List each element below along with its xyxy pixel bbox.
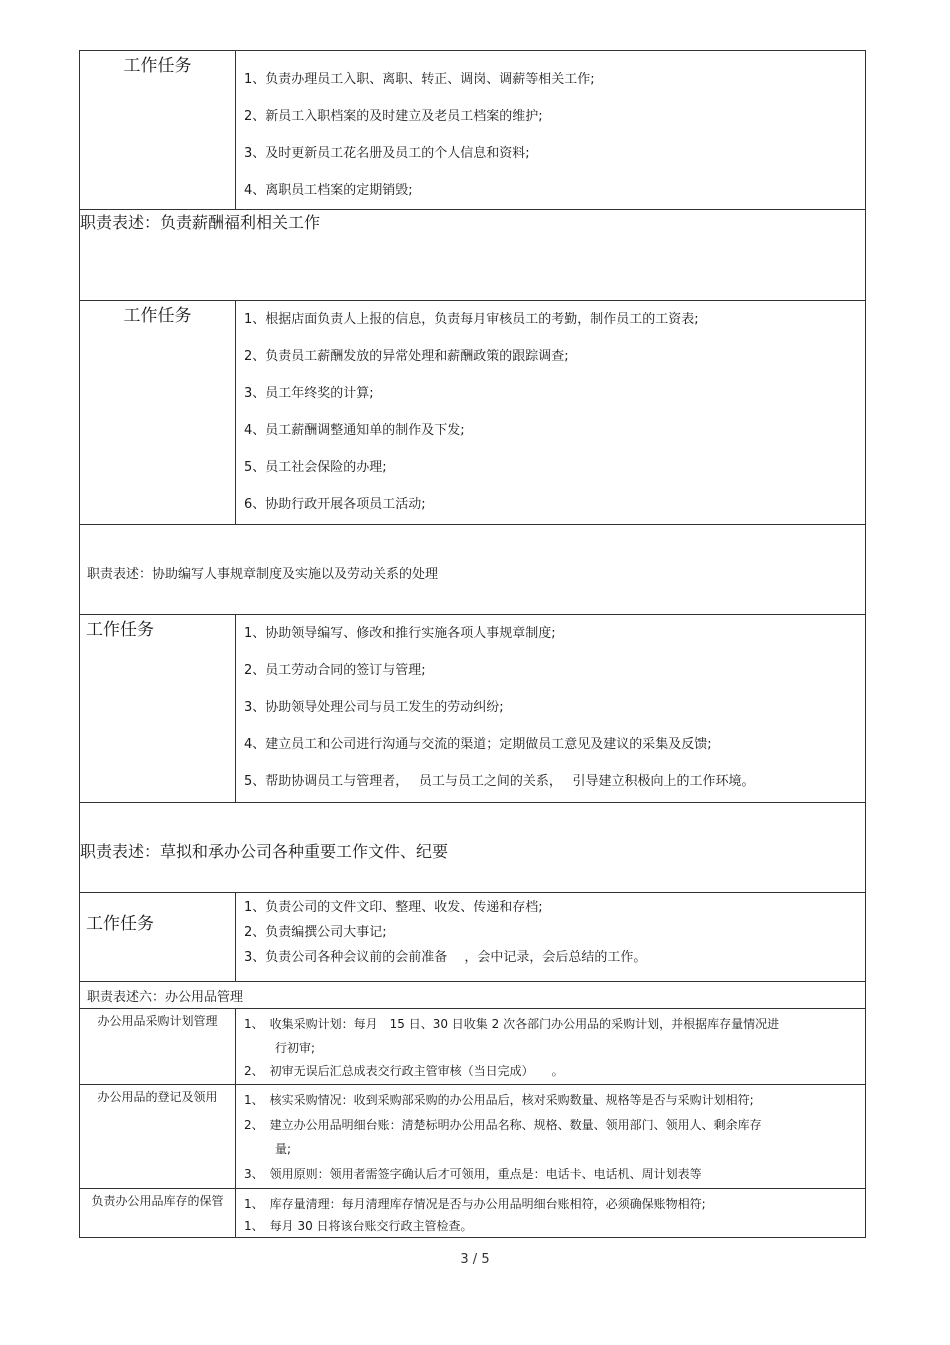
task-row xyxy=(80,51,866,210)
duty-statement: 职责表述：草拟和承办公司各种重要工作文件、纪要 xyxy=(80,803,866,893)
office-supply-label: 负责办公用品库存的保管 xyxy=(80,1189,236,1238)
duty-row xyxy=(80,210,866,301)
office-supply-items xyxy=(236,1009,866,1085)
office-supply-items xyxy=(236,1189,866,1238)
task-label: 工作任务 xyxy=(80,301,236,525)
task-item: 1、负责办理员工入职、离职、转正、调岗、调薪等相关工作; xyxy=(244,72,595,87)
office-supply-item: 1、 收集采购计划：每月 15 日、30 日收集 2 次各部门办公用品的采购计划，并根据库存量情况进 xyxy=(244,1017,780,1031)
office-supply-item: 量; xyxy=(275,1142,292,1156)
office-supply-item: 2、 初审无误后汇总成表交行政主管审核（当日完成） 。 xyxy=(244,1064,564,1078)
task-item: 3、协助领导处理公司与员工发生的劳动纠纷; xyxy=(244,700,504,715)
office-supply-row xyxy=(80,1085,866,1189)
office-supply-item: 1、 每月 30 日将该台账交行政主管检查。 xyxy=(244,1219,473,1233)
task-item: 2、负责编撰公司大事记; xyxy=(244,925,387,940)
task-row xyxy=(80,301,866,525)
duty-statement: 职责表述：负责薪酬福利相关工作 xyxy=(80,210,866,301)
page-number: 3 / 5 xyxy=(460,1252,490,1267)
task-label: 工作任务 xyxy=(80,615,236,803)
task-item: 1、负责公司的文件文印、整理、收发、传递和存档; xyxy=(244,900,543,915)
task-item: 4、离职员工档案的定期销毁; xyxy=(244,183,413,198)
duty-row xyxy=(80,525,866,615)
office-supply-label: 办公用品采购计划管理 xyxy=(80,1009,236,1085)
office-supply-item: 1、 库存量清理：每月清理库存情况是否与办公用品明细台账相符，必须确保账物相符; xyxy=(244,1197,706,1211)
task-item: 2、新员工入职档案的及时建立及老员工档案的维护; xyxy=(244,109,543,124)
job-duties-table xyxy=(79,50,866,1238)
duty-statement: 职责表述：协助编写人事规章制度及实施以及劳动关系的处理 xyxy=(80,525,866,615)
task-item: 4、员工薪酬调整通知单的制作及下发; xyxy=(244,423,465,438)
task-item: 3、负责公司各种会议前的会前准备 ，会中记录，会后总结的工作。 xyxy=(244,950,647,965)
task-item: 1、根据店面负责人上报的信息，负责每月审核员工的考勤，制作员工的工资表; xyxy=(244,312,699,327)
office-supply-row xyxy=(80,1189,866,1238)
task-row xyxy=(80,893,866,982)
task-item: 3、员工年终奖的计算; xyxy=(244,386,374,401)
task-row xyxy=(80,615,866,803)
task-item: 4、建立员工和公司进行沟通与交流的渠道；定期做员工意见及建议的采集及反馈; xyxy=(244,737,712,752)
office-supply-item: 2、 建立办公用品明细台账：清楚标明办公用品名称、规格、数量、领用部门、领用人、剩余库存 xyxy=(244,1118,762,1132)
task-items xyxy=(236,615,866,803)
office-supply-item: 1、 核实采购情况：收到采购部采购的办公用品后，核对采购数量、规格等是否与采购计划相符; xyxy=(244,1093,754,1107)
office-supply-row xyxy=(80,1009,866,1085)
task-label: 工作任务 xyxy=(80,893,236,982)
task-items xyxy=(236,51,866,210)
duty-row xyxy=(80,982,866,1009)
task-items xyxy=(236,893,866,982)
office-supply-item: 3、 领用原则：领用者需签字确认后才可领用，重点是：电话卡、电话机、周计划表等 xyxy=(244,1167,702,1181)
office-supply-label: 办公用品的登记及领用 xyxy=(80,1085,236,1189)
office-supply-items xyxy=(236,1085,866,1189)
task-item: 6、协助行政开展各项员工活动; xyxy=(244,497,426,512)
task-item: 5、帮助协调员工与管理者， 员工与员工之间的关系， 引导建立积极向上的工作环境。 xyxy=(244,774,755,789)
task-item: 2、负责员工薪酬发放的异常处理和薪酬政策的跟踪调查; xyxy=(244,349,569,364)
office-supply-item: 行初审; xyxy=(275,1041,316,1055)
task-item: 2、员工劳动合同的签订与管理; xyxy=(244,663,426,678)
task-items xyxy=(236,301,866,525)
task-label: 工作任务 xyxy=(80,51,236,210)
duty-statement: 职责表述六：办公用品管理 xyxy=(80,982,866,1009)
task-item: 5、员工社会保险的办理; xyxy=(244,460,387,475)
task-item: 1、协助领导编写、修改和推行实施各项人事规章制度; xyxy=(244,626,556,641)
task-item: 3、及时更新员工花名册及员工的个人信息和资料; xyxy=(244,146,530,161)
duty-row xyxy=(80,803,866,893)
